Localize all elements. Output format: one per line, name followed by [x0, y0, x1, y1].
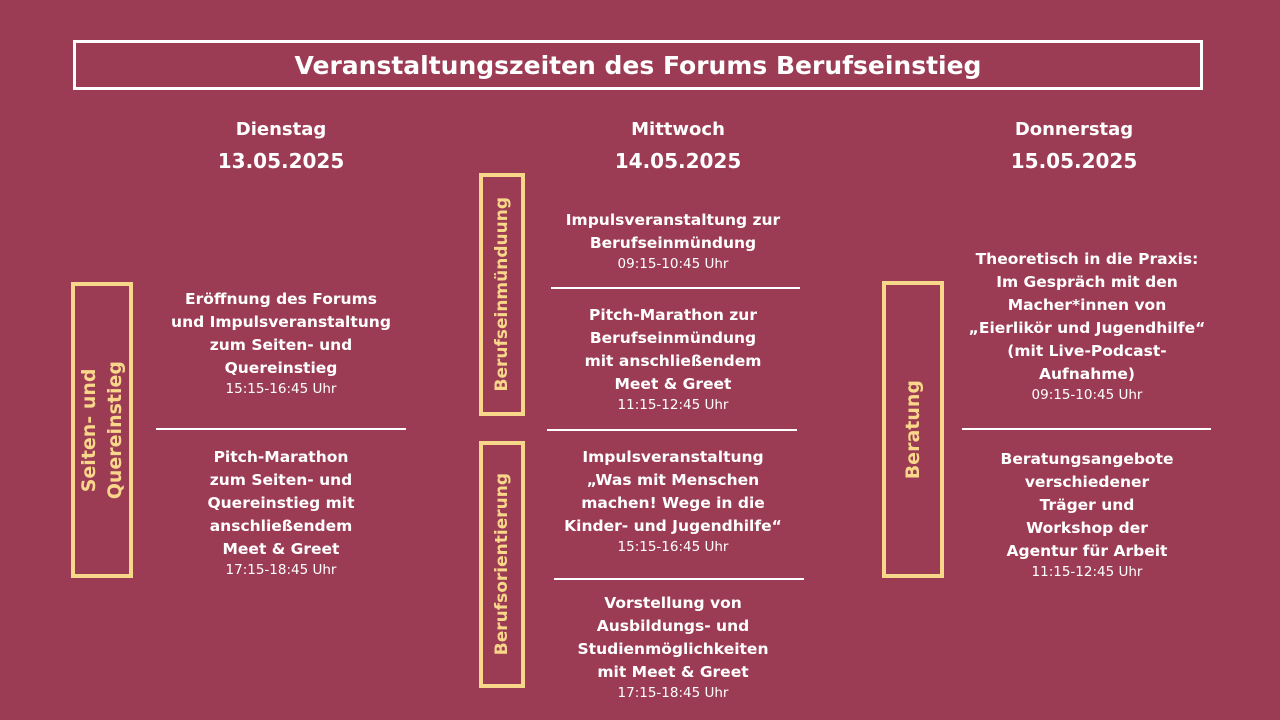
event-thu-theoretisch — [946, 248, 1228, 404]
event-title: Beratungsangebote verschiedener Träger und Workshop der Agentur für Arbeit — [1000, 450, 1174, 560]
day-date: 13.05.2025 — [217, 149, 345, 173]
category-label: Berufseinmünduung — [492, 197, 512, 392]
event-time: 11:15-12:45 Uhr — [617, 397, 729, 413]
divider — [554, 578, 804, 580]
divider — [547, 429, 797, 431]
event-title: Impulsveranstaltung zur Berufseinmündung — [565, 211, 781, 252]
day-date: 15.05.2025 — [1010, 149, 1138, 173]
event-tue-eroeffnung — [151, 288, 411, 398]
event-tue-pitch — [151, 446, 411, 579]
event-title: Theoretisch in die Praxis: Im Gespräch mit den Macher*innen von „Eierlikör und Jugendhilfe“ (mit Live-Podcast- Aufnahme) — [968, 250, 1206, 383]
event-wed-pitch — [540, 304, 806, 414]
day-header-wednesday — [548, 118, 808, 176]
page-title-text: Veranstaltungszeiten des Forums Berufseinstieg — [294, 50, 982, 80]
day-name: Dienstag — [235, 119, 327, 140]
event-time: 09:15-10:45 Uhr — [617, 256, 729, 272]
category-label: Beratung — [902, 379, 924, 480]
event-title: Pitch-Marathon zur Berufseinmündung mit anschließendem Meet & Greet — [584, 306, 762, 393]
category-seiten-quereinstieg — [71, 282, 133, 578]
divider — [962, 428, 1211, 430]
event-title: Eröffnung des Forums und Impulsveranstaltung zum Seiten- und Quereinstieg — [171, 290, 391, 377]
category-label: Seiten- und Quereinstieg — [78, 360, 126, 500]
page-title — [73, 40, 1203, 90]
event-wed-impuls-einmuendung — [540, 209, 806, 273]
category-berufsorientierung — [479, 441, 525, 688]
event-time: 17:15-18:45 Uhr — [225, 562, 337, 578]
event-time: 11:15-12:45 Uhr — [1031, 564, 1143, 580]
event-title: Pitch-Marathon zum Seiten- und Quereinstieg mit anschließendem Meet & Greet — [207, 448, 355, 558]
event-title: Vorstellung von Ausbildungs- und Studienmöglichkeiten mit Meet & Greet — [577, 594, 769, 681]
day-header-thursday — [944, 118, 1204, 176]
day-header-tuesday — [151, 118, 411, 176]
event-title: Impulsveranstaltung „Was mit Menschen machen! Wege in die Kinder- und Jugendhilfe“ — [564, 448, 782, 535]
event-time: 15:15-16:45 Uhr — [225, 381, 337, 397]
event-wed-vorstellung — [540, 592, 806, 702]
day-name: Mittwoch — [631, 119, 725, 140]
event-time: 17:15-18:45 Uhr — [617, 685, 729, 701]
event-time: 15:15-16:45 Uhr — [617, 539, 729, 555]
day-name: Donnerstag — [1014, 119, 1134, 140]
divider — [551, 287, 800, 289]
event-time: 09:15-10:45 Uhr — [1031, 387, 1143, 403]
event-thu-beratung — [946, 448, 1228, 581]
category-berufseinmuendung — [479, 173, 525, 416]
divider — [156, 428, 406, 430]
day-date: 14.05.2025 — [614, 149, 742, 173]
category-beratung — [882, 281, 944, 578]
category-label: Berufsorientierung — [492, 473, 512, 656]
event-wed-impuls-menschen — [540, 446, 806, 556]
